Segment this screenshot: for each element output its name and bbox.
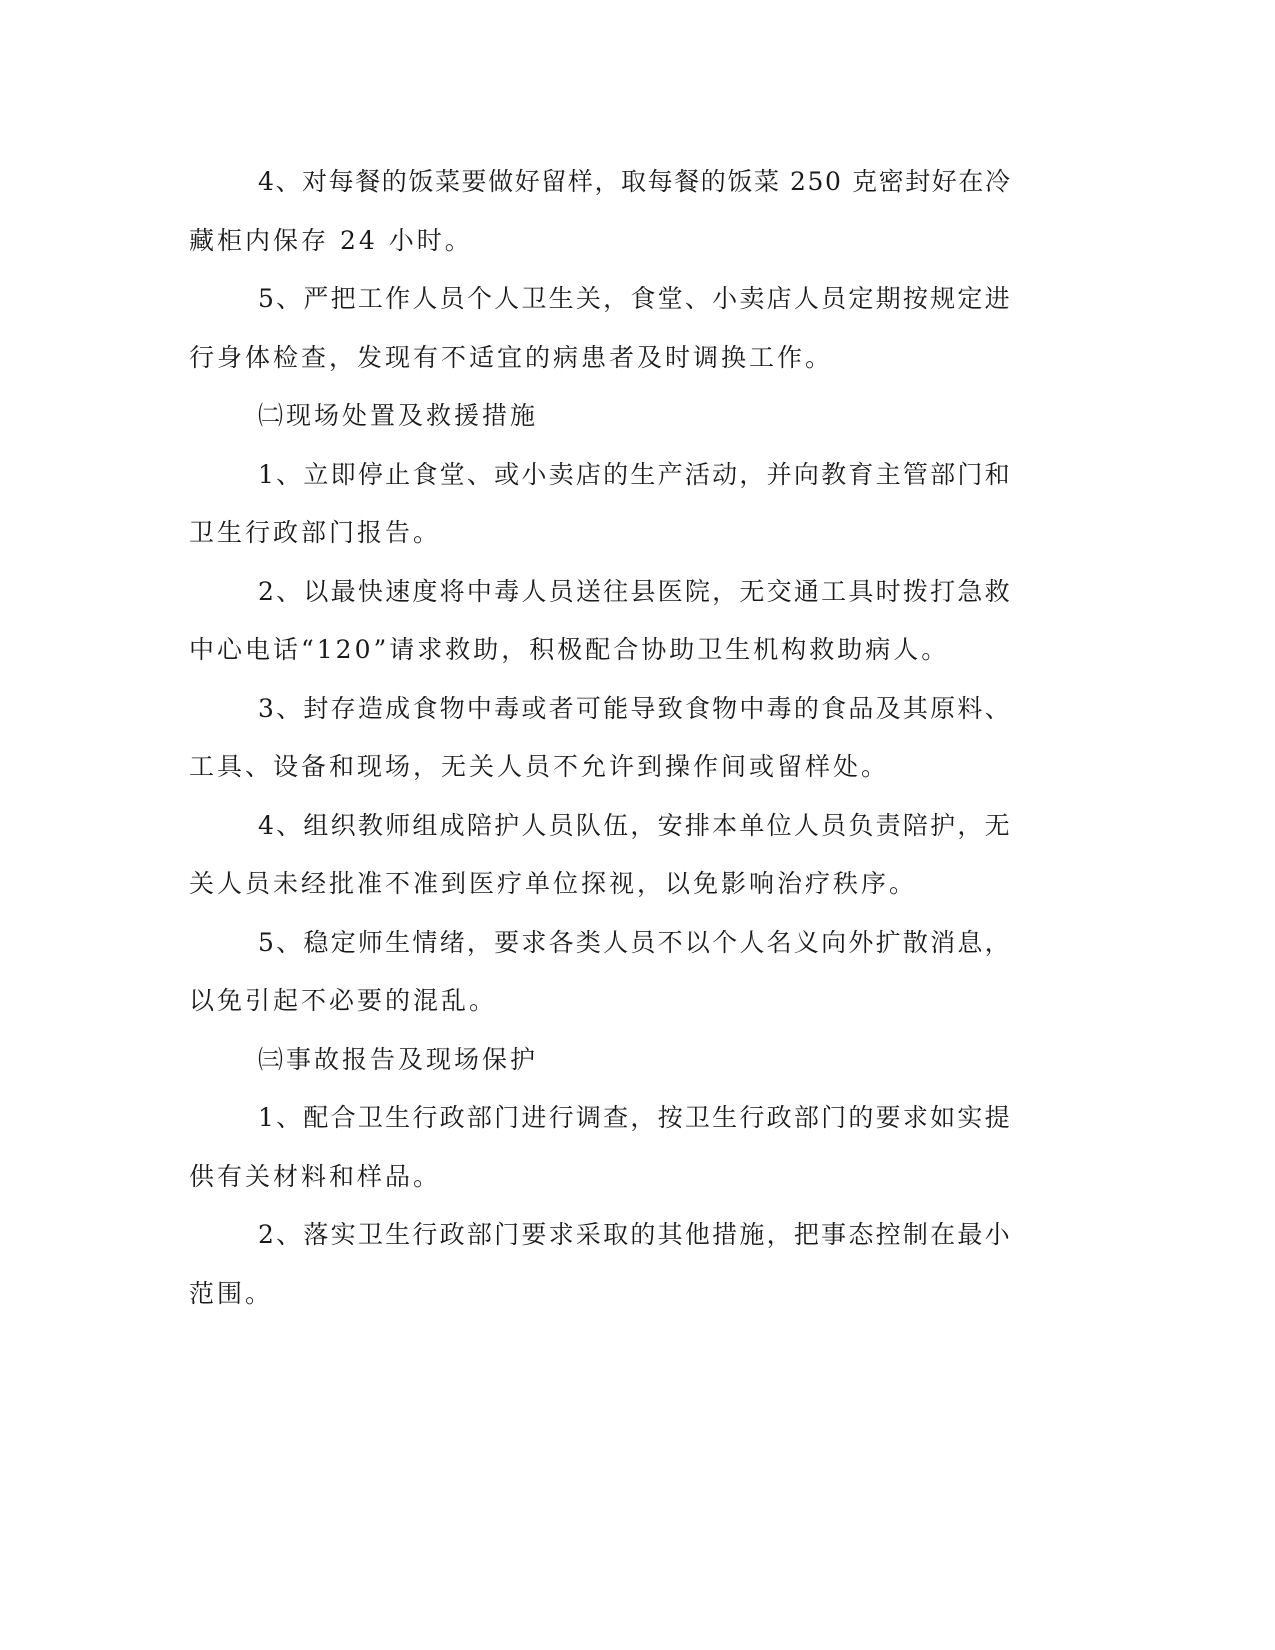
paragraph-line: 中心电话“120”请求救助，积极配合协助卫生机构救助病人。 — [189, 635, 950, 664]
paragraph-line: 行身体检查，发现有不适宜的病患者及时调换工作。 — [189, 343, 834, 372]
paragraph-line: 2、以最快速度将中毒人员送往县医院，无交通工具时拨打急救 — [258, 577, 1012, 606]
paragraph-line: 1、配合卫生行政部门进行调查，按卫生行政部门的要求如实提 — [258, 1103, 1012, 1132]
paragraph-line: 工具、设备和现场，无关人员不允许到操作间或留样处。 — [189, 752, 890, 781]
paragraph-line: 卫生行政部门报告。 — [189, 518, 442, 547]
paragraph-line: 以免引起不必要的混乱。 — [189, 986, 498, 1015]
paragraph-line: 供有关材料和样品。 — [189, 1162, 442, 1191]
paragraph-line: 5、稳定师生情绪，要求各类人员不以个人名义向外扩散消息， — [258, 928, 1012, 957]
paragraph-line: 2、落实卫生行政部门要求采取的其他措施，把事态控制在最小 — [258, 1220, 1012, 1249]
paragraph-line: 范围。 — [189, 1279, 274, 1308]
heading-line: ㈡现场处置及救援措施 — [258, 401, 539, 430]
paragraph-line: 4、对每餐的饭菜要做好留样，取每餐的饭菜 250 克密封好在冷 — [258, 167, 1012, 196]
paragraph-line: 3、封存造成食物中毒或者可能导致食物中毒的食品及其原料、 — [258, 694, 1012, 723]
paragraph-line: 1、立即停止食堂、或小卖店的生产活动，并向教育主管部门和 — [258, 460, 1012, 489]
heading-line: ㈢事故报告及现场保护 — [258, 1045, 539, 1074]
paragraph-line: 4、组织教师组成陪护人员队伍，安排本单位人员负责陪护，无 — [258, 811, 1012, 840]
paragraph-line: 5、严把工作人员个人卫生关，食堂、小卖店人员定期按规定进 — [258, 284, 1012, 313]
paragraph-line: 关人员未经批准不准到医疗单位探视，以免影响治疗秩序。 — [189, 869, 918, 898]
paragraph-line: 藏柜内保存 24 小时。 — [189, 226, 473, 255]
